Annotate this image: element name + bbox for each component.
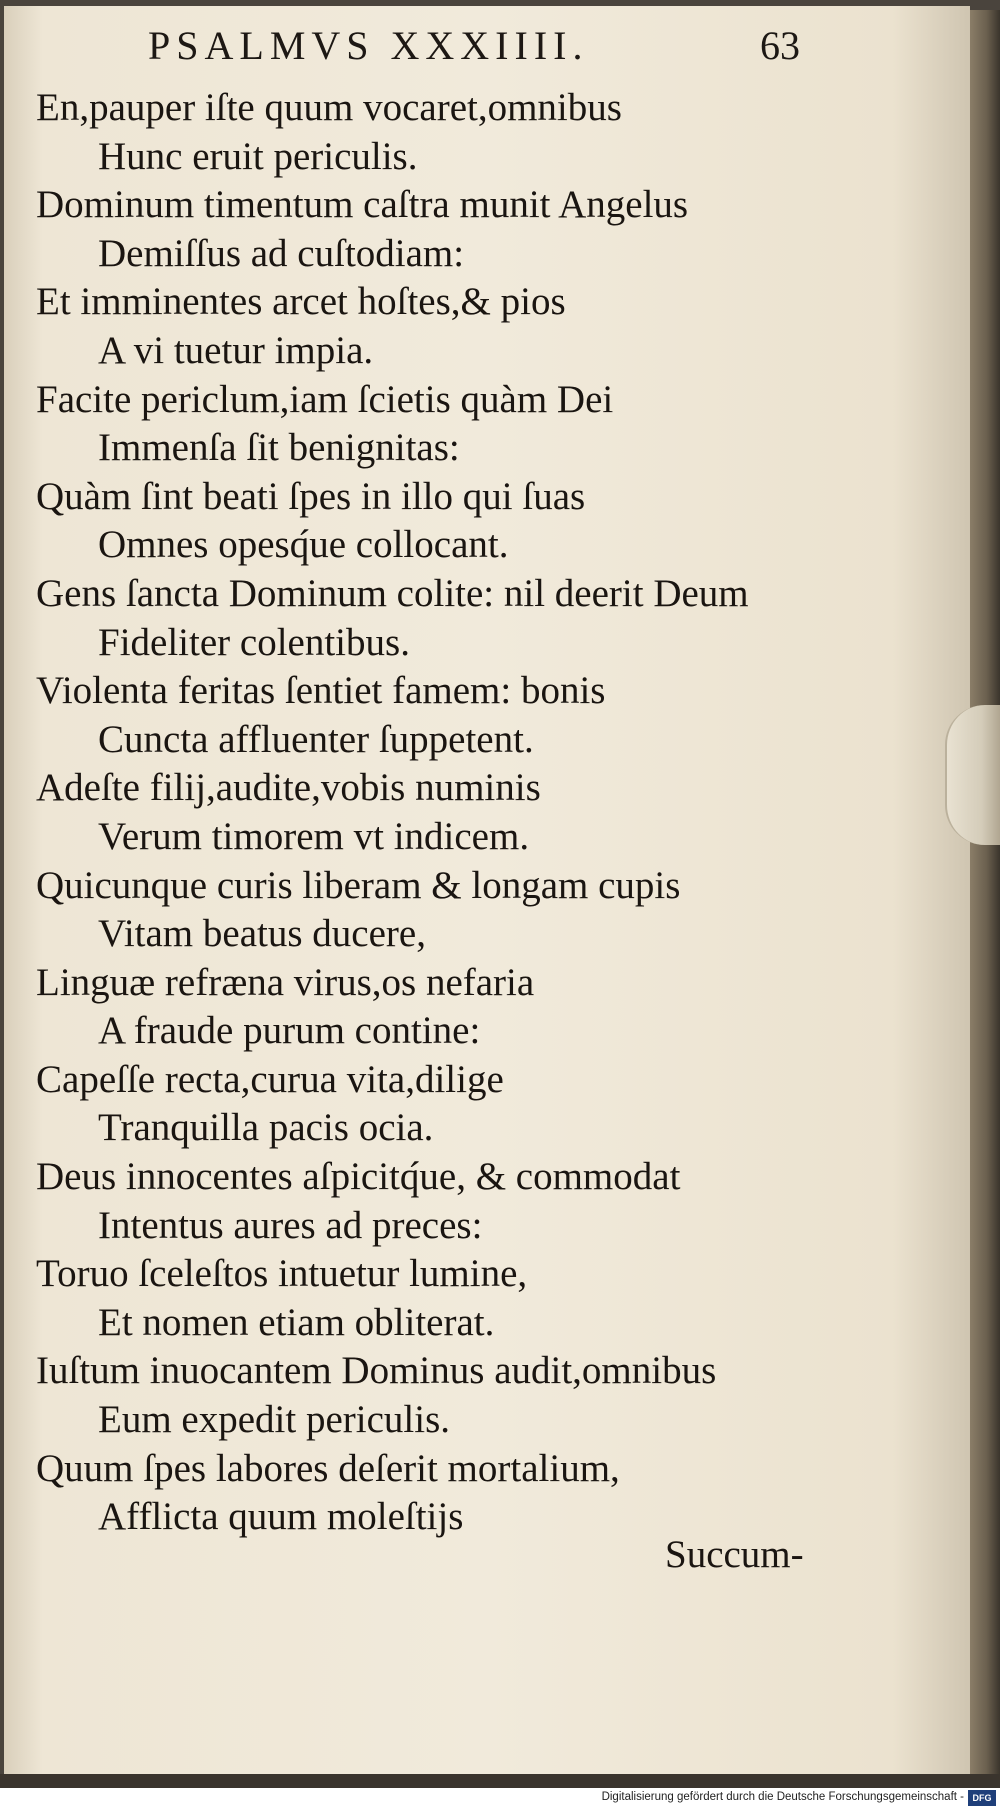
verse-line: Quum ſpes labores deſerit mortalium, xyxy=(36,1446,620,1490)
verse-line: Demiſſus ad cuſtodiam: xyxy=(98,231,465,275)
verse-line: Vitam beatus ducere, xyxy=(98,912,426,956)
scan-bottom-edge xyxy=(0,1774,1000,1788)
verse-line: Afflicta quum moleſtijs xyxy=(98,1495,464,1539)
verse-line: A vi tuetur impia. xyxy=(98,328,374,372)
verse-line: Verum timorem vt indicem. xyxy=(98,814,530,858)
page-header xyxy=(0,14,960,74)
verse-line: Deus innocentes aſpicitq́ue, & commodat xyxy=(36,1155,681,1199)
dfg-logo: DFG xyxy=(968,1790,996,1806)
funding-credit: Digitalisierung gefördert durch die Deutsche Forschungsgemeinschaft - xyxy=(601,1791,964,1803)
verse-line: Omnes opesq́ue collocant. xyxy=(98,523,509,567)
verse-line: Quicunque curis liberam & longam cupis xyxy=(36,863,681,907)
verse-line: Dominum timentum caſtra munit Angelus xyxy=(36,183,689,227)
verse-line: Quàm ſint beati ſpes in illo qui ſuas xyxy=(36,474,586,518)
verse-line: Et imminentes arcet hoſtes,& pios xyxy=(36,280,566,324)
catchword: Succum- xyxy=(665,1533,804,1576)
verse-line: Linguæ refræna virus,os nefaria xyxy=(36,960,535,1004)
verse-line: Capeſſe recta,curua vita,dilige xyxy=(36,1057,504,1101)
page-number: 63 xyxy=(760,23,800,68)
verse-line: Tranquilla pacis ocia. xyxy=(98,1106,434,1150)
verse-line: Eum expedit periculis. xyxy=(98,1398,450,1442)
psalm-text-block xyxy=(36,84,916,1542)
verse-line: Toruo ſceleſtos intuetur lumine, xyxy=(36,1252,528,1296)
verse-line: Et nomen etiam obliterat. xyxy=(98,1300,495,1344)
book-clasp xyxy=(945,705,1000,845)
verse-line: Gens ſancta Dominum colite: nil deerit Deum xyxy=(36,571,749,615)
verse-line: En,pauper iſte quum vocaret,omnibus xyxy=(36,86,622,129)
verse-line: Fideliter colentibus. xyxy=(98,620,410,664)
footer-credit-bar xyxy=(0,1788,1000,1809)
verse-line: Hunc eruit periculis. xyxy=(98,134,418,178)
verse-line: Immenſa ſit benignitas: xyxy=(98,426,460,470)
verse-line: A fraude purum contine: xyxy=(98,1009,481,1053)
verse-line: Violenta feritas ſentiet famem: bonis xyxy=(36,669,606,713)
verse-line: Cuncta affluenter ſuppetent. xyxy=(98,717,534,761)
verse-line: Intentus aures ad preces: xyxy=(98,1203,483,1247)
verse-line: Iuſtum inuocantem Dominus audit,omnibus xyxy=(36,1349,717,1393)
verse-line: Facite periclum,iam ſcietis quàm Dei xyxy=(36,377,614,421)
running-title: PSALMVS XXXIIII. xyxy=(148,23,589,68)
verse-line: Adeſte filij,audite,vobis numinis xyxy=(36,766,541,810)
